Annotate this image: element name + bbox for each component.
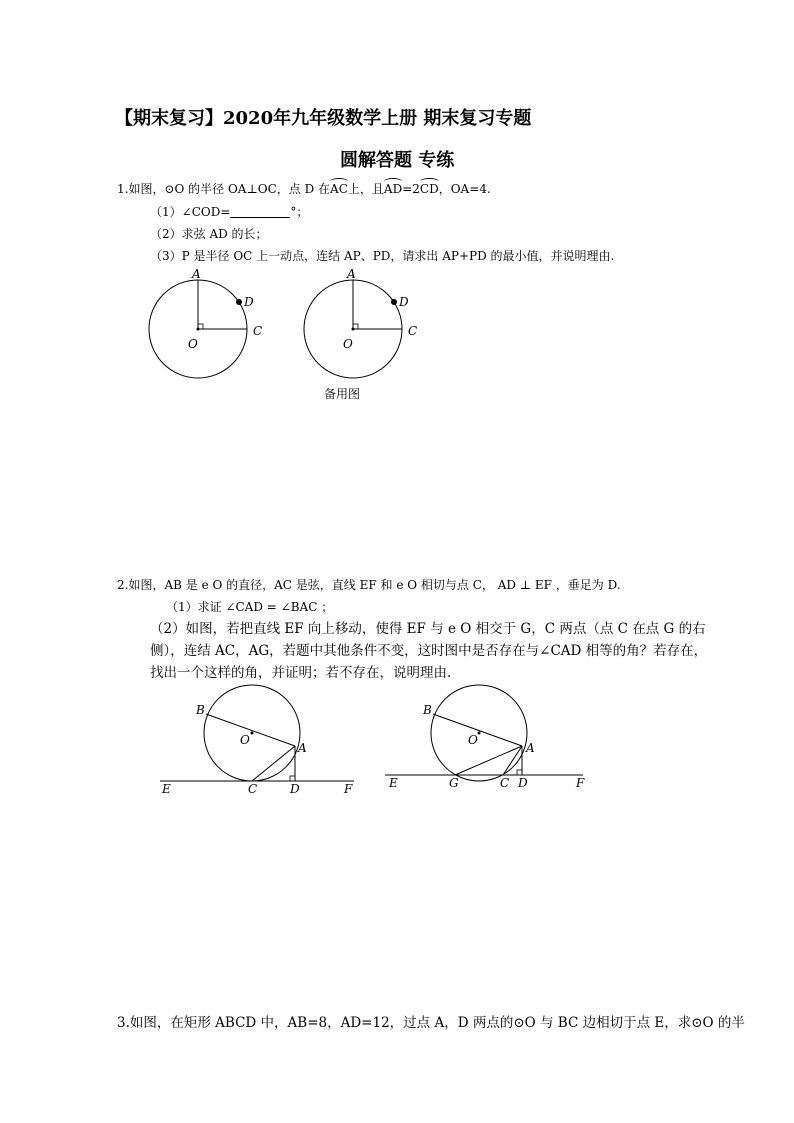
label-c: C <box>253 324 263 338</box>
q1-stem <box>117 181 491 197</box>
label-a: A <box>298 741 307 755</box>
label-c: C <box>248 782 258 796</box>
q2-part2-line2: 侧），连结 AC，AG，若题中其他条件不变，这时图中是否存在与∠CAD 相等的角？若存在， <box>150 643 708 659</box>
label-d: D <box>518 776 528 790</box>
label-o: O <box>188 337 198 351</box>
label-g: G <box>449 776 459 790</box>
q1-stem-b: 上，且 <box>347 182 384 196</box>
q2-part2-line1: （2）如图，若把直线 EF 向上移动，使得 EF 与 e O 相交于 G，C 两点（点 C 在点 G 的右 <box>150 621 706 637</box>
point-d <box>391 299 397 305</box>
q3-stem: 3.如图，在矩形 ABCD 中，AB=8，AD=12，过点 A，D 两点的⊙O 与 BC 边相切于点 E，求⊙O 的半 <box>117 1015 745 1031</box>
label-o: O <box>343 337 353 351</box>
right-angle-mark <box>290 776 295 781</box>
label-c: C <box>408 324 418 338</box>
center-dot <box>251 732 254 735</box>
label-a: A <box>192 267 201 281</box>
q2-part1: （1）求证 ∠CAD = ∠BAC ； <box>166 600 334 614</box>
q1-part1 <box>150 204 308 220</box>
q1-stem-c: =2 <box>402 182 420 196</box>
label-d: D <box>244 295 254 309</box>
q1-part3: （3）P 是半径 OC 上一动点，连结 AP、PD，请求出 AP+PD 的最小值，并说明理由. <box>150 249 615 263</box>
label-o: O <box>240 733 250 747</box>
q2-figure-tangent <box>158 682 358 797</box>
q1-part2: （2）求弦 AD 的长； <box>150 227 268 241</box>
label-d: D <box>290 782 300 796</box>
center-dot <box>197 328 200 331</box>
backup-figure-caption: 备用图 <box>324 387 361 401</box>
q1-arc-ac: AC <box>330 182 348 196</box>
label-d: D <box>399 295 409 309</box>
right-angle-mark <box>517 770 522 775</box>
label-e: E <box>389 776 398 790</box>
q1-arc-cd: CD <box>419 182 439 196</box>
label-a: A <box>347 267 356 281</box>
label-f: F <box>344 782 353 796</box>
q1-part1-b: °； <box>290 205 309 219</box>
center-dot <box>478 732 481 735</box>
q1-arc-ad: AD <box>383 182 403 196</box>
label-f: F <box>576 776 585 790</box>
q1-figure-backup <box>295 262 435 392</box>
q1-stem-d: ，OA=4. <box>438 182 491 196</box>
q2-stem: 2.如图，AB 是 e O 的直径，AC 是弦，直线 EF 和 e O 相切与点 C， AD ⊥ EF ，垂足为 D. <box>117 578 621 592</box>
label-a: A <box>526 741 535 755</box>
label-e: E <box>162 782 171 796</box>
q2-part2-line3: 找出一个这样的角，并证明；若不存在，说明理由. <box>150 665 452 681</box>
label-c: C <box>500 776 510 790</box>
q1-stem-a: 1.如图，⊙O 的半径 OA⊥OC，点 D 在 <box>117 182 331 196</box>
label-b: B <box>196 703 205 717</box>
label-b: B <box>423 703 432 717</box>
document-subtitle: 圆解答题 专练 <box>340 150 455 171</box>
document-title: 【期末复习】2020年九年级数学上册 期末复习专题 <box>115 108 532 129</box>
q1-part1-a: （1）∠COD= <box>150 205 231 219</box>
q1-figure-main <box>140 262 280 392</box>
diameter-ab <box>206 714 295 746</box>
q2-figure-secant <box>383 682 593 797</box>
label-o: O <box>468 733 478 747</box>
answer-blank <box>230 205 290 218</box>
center-dot <box>352 328 355 331</box>
point-d <box>236 299 242 305</box>
